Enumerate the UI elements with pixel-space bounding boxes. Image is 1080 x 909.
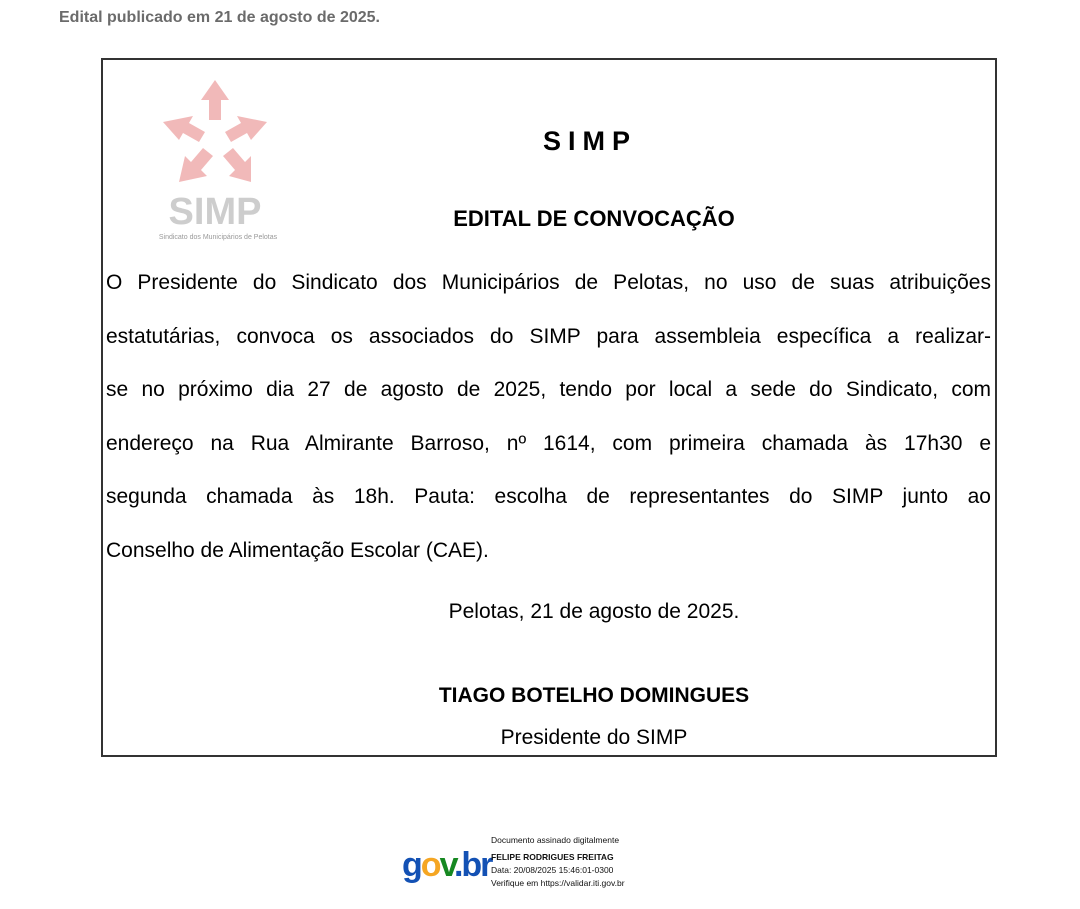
signature-signer: FELIPE RODRIGUES FREITAG — [491, 852, 614, 862]
logo-wordmark: SIMP — [168, 191, 262, 233]
signer-name: TIAGO BOTELHO DOMINGUES — [438, 684, 750, 707]
signed-label: Documento assinado digitalmente — [491, 835, 620, 845]
body-line: endereço na Rua Almirante Barroso, nº 1614, com primeira chamada às 17h30 e — [106, 431, 991, 455]
place-date: Pelotas, 21 de agosto de 2025. — [448, 600, 740, 623]
govbr-logo-icon: gov.br — [402, 846, 492, 884]
signature-details — [491, 834, 625, 890]
body-line: estatutárias, convoca os associados do SIMP para assembleia específica a realizar- — [106, 324, 991, 348]
digital-signature-stamp — [400, 832, 700, 898]
signature-date: Data: 20/08/2025 15:46:01-0300 — [491, 865, 614, 875]
convocation-body — [106, 256, 991, 577]
body-line: segunda chamada às 18h. Pauta: escolha de representantes do SIMP junto ao — [106, 485, 991, 508]
document-title: EDITAL DE CONVOCAÇÃO — [453, 206, 735, 231]
org-title: SIMP — [542, 126, 637, 156]
logo-subtitle: Sindicato dos Municipários de Pelotas — [158, 234, 278, 241]
published-note: Edital publicado em 21 de agosto de 2025. — [59, 9, 380, 26]
body-line: se no próximo dia 27 de agosto de 2025, tendo por local a sede do Sindicato, com — [106, 378, 991, 401]
signature-verify: Verifique em https://validar.iti.gov.br — [491, 878, 625, 888]
signer-role: Presidente do SIMP — [500, 726, 688, 749]
body-line: O Presidente do Sindicato dos Municipários de Pelotas, no uso de suas atribuições — [106, 271, 991, 294]
edital-document — [101, 58, 997, 757]
body-line: Conselho de Alimentação Escolar (CAE). — [106, 538, 489, 562]
